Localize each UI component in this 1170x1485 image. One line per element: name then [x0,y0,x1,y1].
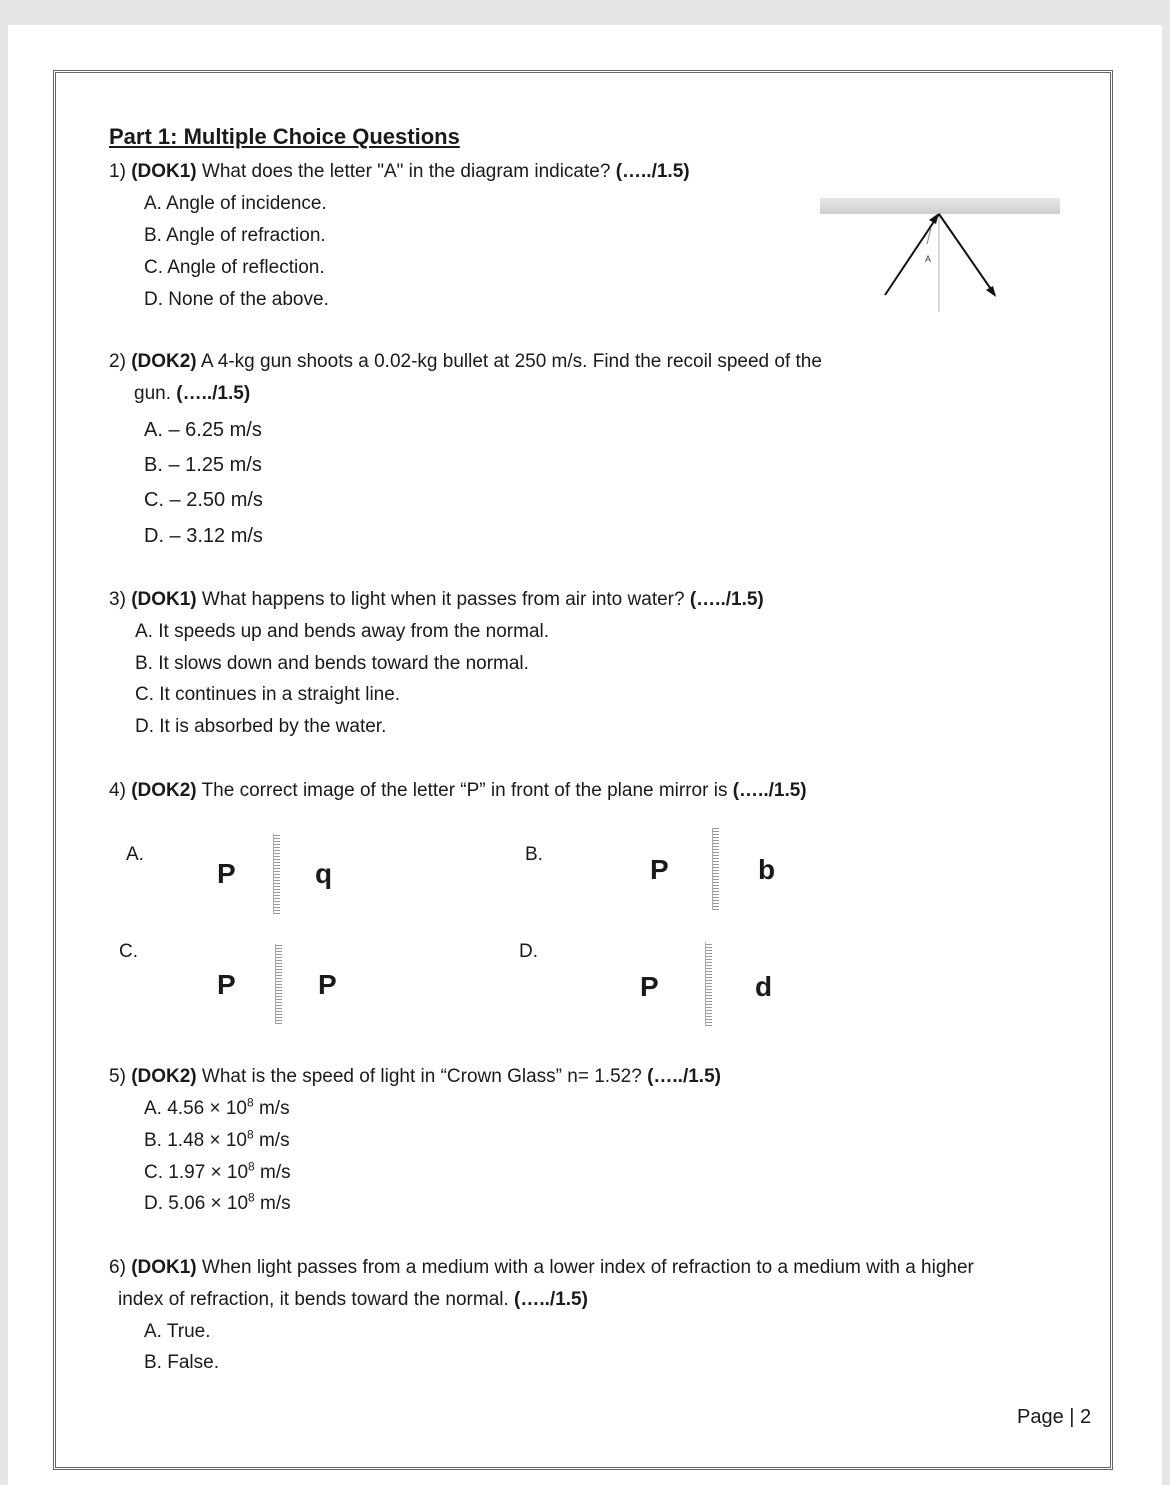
question-number: 5) [109,1066,126,1087]
dok-level: (DOK2) [131,1066,197,1087]
question-text: When light passes from a medium with a lower index of refraction to a medium with a higher [196,1257,974,1278]
option-value: B. 1.48 × 10 [144,1130,247,1151]
question-6 [109,1256,974,1280]
q3-option-c[interactable]: C. It continues in a straight line. [135,684,401,705]
q4-choice-d-label[interactable]: D. [519,941,538,962]
marks: (…../1.5) [176,383,251,404]
exponent: 8 [248,1190,255,1205]
option-value: A. 4.56 × 10 [144,1098,247,1119]
question-number: 4) [109,780,126,801]
q1-option-a[interactable]: A. Angle of incidence. [144,193,327,214]
q5-option-d[interactable] [144,1192,291,1216]
q4-choice-b-image: b [758,854,776,885]
exponent: 8 [248,1159,255,1174]
dok-level: (DOK1) [131,161,197,182]
mirror-surface [820,198,1060,214]
incident-arrowhead [929,213,939,224]
marks: (…../1.5) [689,589,764,610]
q4-choice-b-mirror [712,828,719,910]
q4-choice-d-mirror [705,942,712,1026]
q6-option-b[interactable]: B. False. [144,1352,219,1373]
angle-label: A [925,254,932,264]
question-6-line2 [118,1288,588,1312]
option-value: D. 5.06 × 10 [144,1193,249,1214]
q2-option-a[interactable]: A. – 6.25 m/s [144,419,262,441]
q4-choice-a-label[interactable]: A. [126,844,144,865]
q3-option-a[interactable]: A. It speeds up and bends away from the normal. [135,621,550,642]
q5-option-a[interactable] [144,1097,290,1121]
reflection-diagram [815,192,1065,317]
q4-choice-a-object: P [217,858,236,889]
marks: (…../1.5) [732,780,807,801]
q2-option-c[interactable]: C. – 2.50 m/s [144,489,263,511]
marks: (…../1.5) [647,1066,721,1087]
q2-option-d[interactable]: D. – 3.12 m/s [144,525,263,547]
q1-option-c[interactable]: C. Angle of reflection. [144,257,325,278]
option-unit: m/s [254,1193,291,1214]
exponent: 8 [247,1127,254,1142]
option-unit: m/s [253,1130,290,1151]
dok-level: (DOK1) [131,1257,197,1278]
question-number: 2) [109,351,126,372]
reflected-arrowhead [986,286,996,297]
option-value: C. 1.97 × 10 [144,1162,249,1183]
dok-level: (DOK2) [131,780,197,801]
question-1 [109,160,690,184]
question-2-line2 [134,382,250,406]
question-number: 6) [109,1257,126,1278]
q4-choice-c-image: P [318,969,337,1000]
q1-option-d[interactable]: D. None of the above. [144,289,329,310]
q4-choice-c-object: P [217,969,236,1000]
q6-option-a[interactable]: A. True. [144,1321,211,1342]
question-text: index of refraction, it bends toward the normal. [118,1289,515,1310]
q2-option-b[interactable]: B. – 1.25 m/s [144,454,262,476]
q4-choice-c-mirror [275,944,282,1024]
q4-choice-d-image: d [755,971,773,1002]
reflected-ray [939,214,995,295]
question-text: gun. [134,383,177,404]
exponent: 8 [247,1095,254,1110]
marks: (…../1.5) [615,161,690,182]
q4-choice-c-label[interactable]: C. [119,941,138,962]
q4-choice-a-mirror [273,834,280,914]
q5-option-b[interactable] [144,1129,290,1153]
question-text: What happens to light when it passes from air into water? [196,589,690,610]
question-text: A 4-kg gun shoots a 0.02-kg bullet at 250 m/s. Find the recoil speed of the [196,351,822,372]
q4-choice-b-object: P [650,854,669,885]
question-number: 1) [109,161,126,182]
option-unit: m/s [254,1162,291,1183]
question-text: The correct image of the letter “P” in front of the plane mirror is [196,780,733,801]
marks: (…../1.5) [514,1289,588,1310]
q4-choice-b-label[interactable]: B. [525,844,543,865]
q4-choice-d-object: P [640,971,659,1002]
part-title: Part 1: Multiple Choice Questions [109,124,460,149]
q1-option-b[interactable]: B. Angle of refraction. [144,225,326,246]
question-3 [109,588,764,612]
q5-option-c[interactable] [144,1161,291,1185]
question-5 [109,1065,721,1089]
page-number: Page | 2 [1017,1406,1092,1428]
question-4 [109,779,807,803]
dok-level: (DOK1) [131,589,197,610]
question-number: 3) [109,589,126,610]
q3-option-d[interactable]: D. It is absorbed by the water. [135,716,387,737]
question-2 [109,350,822,374]
option-unit: m/s [253,1098,290,1119]
question-text: What does the letter "A" in the diagram indicate? [196,161,616,182]
dok-level: (DOK2) [131,351,197,372]
q4-choice-a-image: q [315,858,333,889]
question-text: What is the speed of light in “Crown Glass” n= 1.52? [196,1066,648,1087]
q3-option-b[interactable]: B. It slows down and bends toward the normal. [135,653,529,674]
